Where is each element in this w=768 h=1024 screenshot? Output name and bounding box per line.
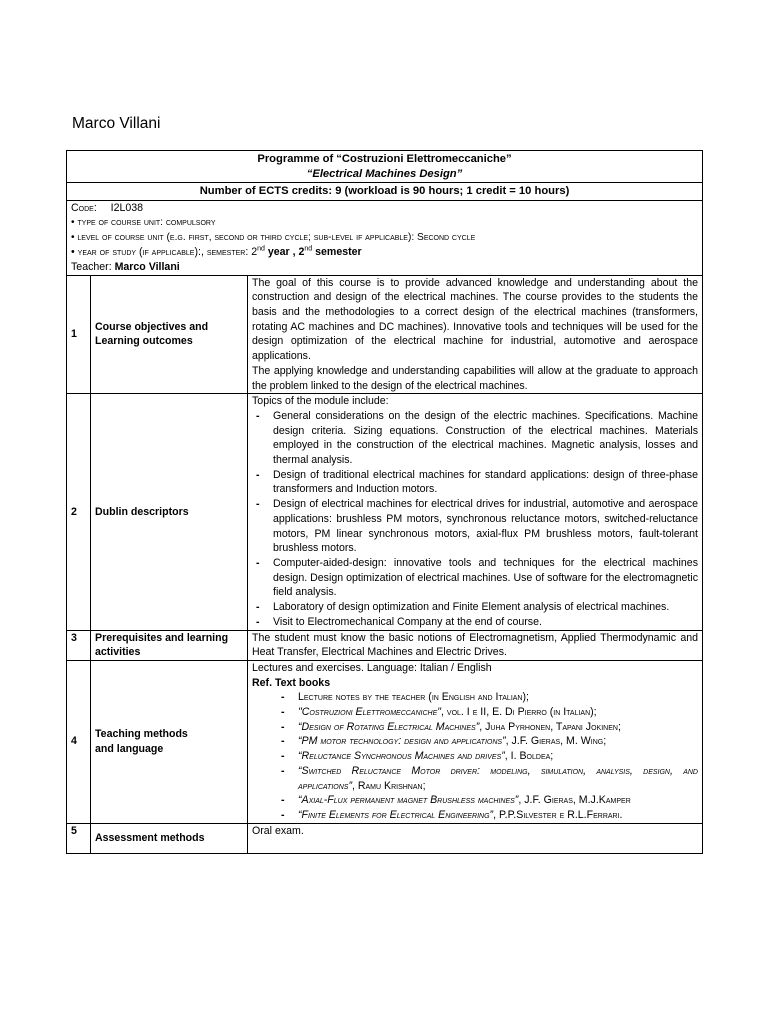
row-title: Course objectives and Learning outcomes — [91, 275, 248, 394]
topics-list — [252, 409, 698, 630]
row-title: Assessment methods — [91, 823, 248, 853]
programme-subtitle: “Electrical Machines Design” — [306, 167, 463, 180]
objectives-text-2: The applying knowledge and understanding capabilities will allow at the graduate to approach the problem linked to the design of the electrical machines. — [252, 364, 698, 392]
topics-intro: Topics of the module include: — [252, 395, 389, 408]
books-heading: Ref. Text books — [252, 676, 331, 689]
list-item: - “Switched Reluctance Motor driver: modeling, simulation, analysis, design, and applications”, Ramu Krishnan; — [277, 764, 698, 793]
row-number: 3 — [67, 630, 91, 660]
row-title-line2: and language — [95, 742, 164, 755]
row-title: Prerequisites and learning activities — [91, 630, 248, 660]
list-item: - Visit to Electromechanical Company at the end of course. — [252, 615, 698, 630]
code-label: Code: — [71, 202, 97, 215]
info-row — [67, 201, 703, 276]
teacher-name: Marco Villani — [114, 260, 180, 273]
list-item: - “Design of Rotating Electrical Machines”, Juha Pyrhonen, Tapani Jokinen; — [277, 720, 698, 735]
row-number: 4 — [67, 660, 91, 823]
section-row-1 — [67, 275, 703, 394]
list-item: - Lecture notes by the teacher (in English and Italian); — [277, 690, 698, 705]
prerequisites-text: The student must know the basic notions of Electromagnetism, Applied Thermodynamic and Heat Transfer, Electrical Machines and Electric Drives. — [248, 630, 703, 660]
list-item: - Computer-aided-design: innovative tools and techniques for the electrical machines design. Design optimization of electrical machines. Use of software for the electromagnetic field analysis. — [252, 556, 698, 600]
row-number: 5 — [67, 823, 91, 853]
list-item: - Laboratory of design optimization and Finite Element analysis of electrical machines. — [252, 600, 698, 615]
list-item: - “PM motor technology: design and applications”, J.F. Gieras, M. Wing; — [277, 734, 698, 749]
author-name: Marco Villani — [72, 115, 161, 132]
programme-table — [66, 150, 703, 854]
header-row — [67, 151, 703, 183]
list-item: - Design of traditional electrical machines for standard applications: design of three-phase transformers and Induction motors. — [252, 468, 698, 497]
list-item: - “Axial-Flux permanent magnet Brushless machines”, J.F. Gieras, M.J.Kamper — [277, 793, 698, 808]
assessment-text: Oral exam. — [248, 823, 703, 853]
list-item: - General considerations on the design of the electric machines. Specifications. Machine design criteria. Sizing equations. Construction of the electrical machines. Materials employed in the construction of the electrical machines. Magnetic analysis, losses and thermal analysis. — [252, 409, 698, 468]
row-number: 2 — [67, 394, 91, 630]
teaching-intro: Lectures and exercises. Language: Italian / English — [252, 661, 492, 674]
row-title: Teaching methods — [95, 728, 188, 741]
programme-title: Programme of “Costruzioni Elettromeccaniche” — [257, 153, 512, 165]
section-row-4 — [67, 660, 703, 823]
list-item: - “Reluctance Synchronous Machines and drives”, I. Boldea; — [277, 749, 698, 764]
year-line: • year of study (if applicable):, semester: 2nd year , 2nd semester — [71, 245, 362, 259]
section-row-3 — [67, 630, 703, 660]
section-row-5 — [67, 823, 703, 853]
code-value: I2L038 — [110, 202, 144, 215]
objectives-text: The goal of this course is to provide advanced knowledge and understanding about the construction and design of the electrical machines. The course provides to the students the basis and the methodologies to a correct design of the electrical machines (transformers, rotating AC machines and DC machines). Innovative tools and techniques will be used for the design optimization of the electrical machine for industrial, automotive and aerospace applications. — [252, 276, 698, 363]
row-number: 1 — [67, 275, 91, 394]
credits-text: Number of ECTS credits: 9 (workload is 90 hours; 1 credit = 10 hours) — [67, 183, 703, 201]
credits-row — [67, 183, 703, 201]
list-item: - Design of electrical machines for electrical drives for industrial, automotive and aerospace applications: brushless PM motors, synchronous reluctance motors, switched-reluctance motors, PM linear synchronous motors, axial-flux PM brushless motors, fault-tolerant brushless motors. — [252, 497, 698, 556]
list-item: - “Finite Elements for Electrical Engineering”, P.P.Silvester e R.L.Ferrari. — [277, 808, 698, 823]
list-item: - "Costruzioni Elettromeccaniche", vol. I e II, E. Di Pierro (in Italian); — [277, 705, 698, 720]
row-title: Dublin descriptors — [91, 394, 248, 630]
books-list — [252, 690, 698, 822]
type-line: • type of course unit: compulsory — [71, 216, 216, 228]
code-line — [71, 201, 698, 216]
level-line: • level of course unit (e.g. first, second or third cycle; sub-level if applicable): Second cycle — [71, 231, 476, 243]
section-row-2 — [67, 394, 703, 630]
teacher-line: Teacher: Marco Villani — [71, 260, 180, 273]
